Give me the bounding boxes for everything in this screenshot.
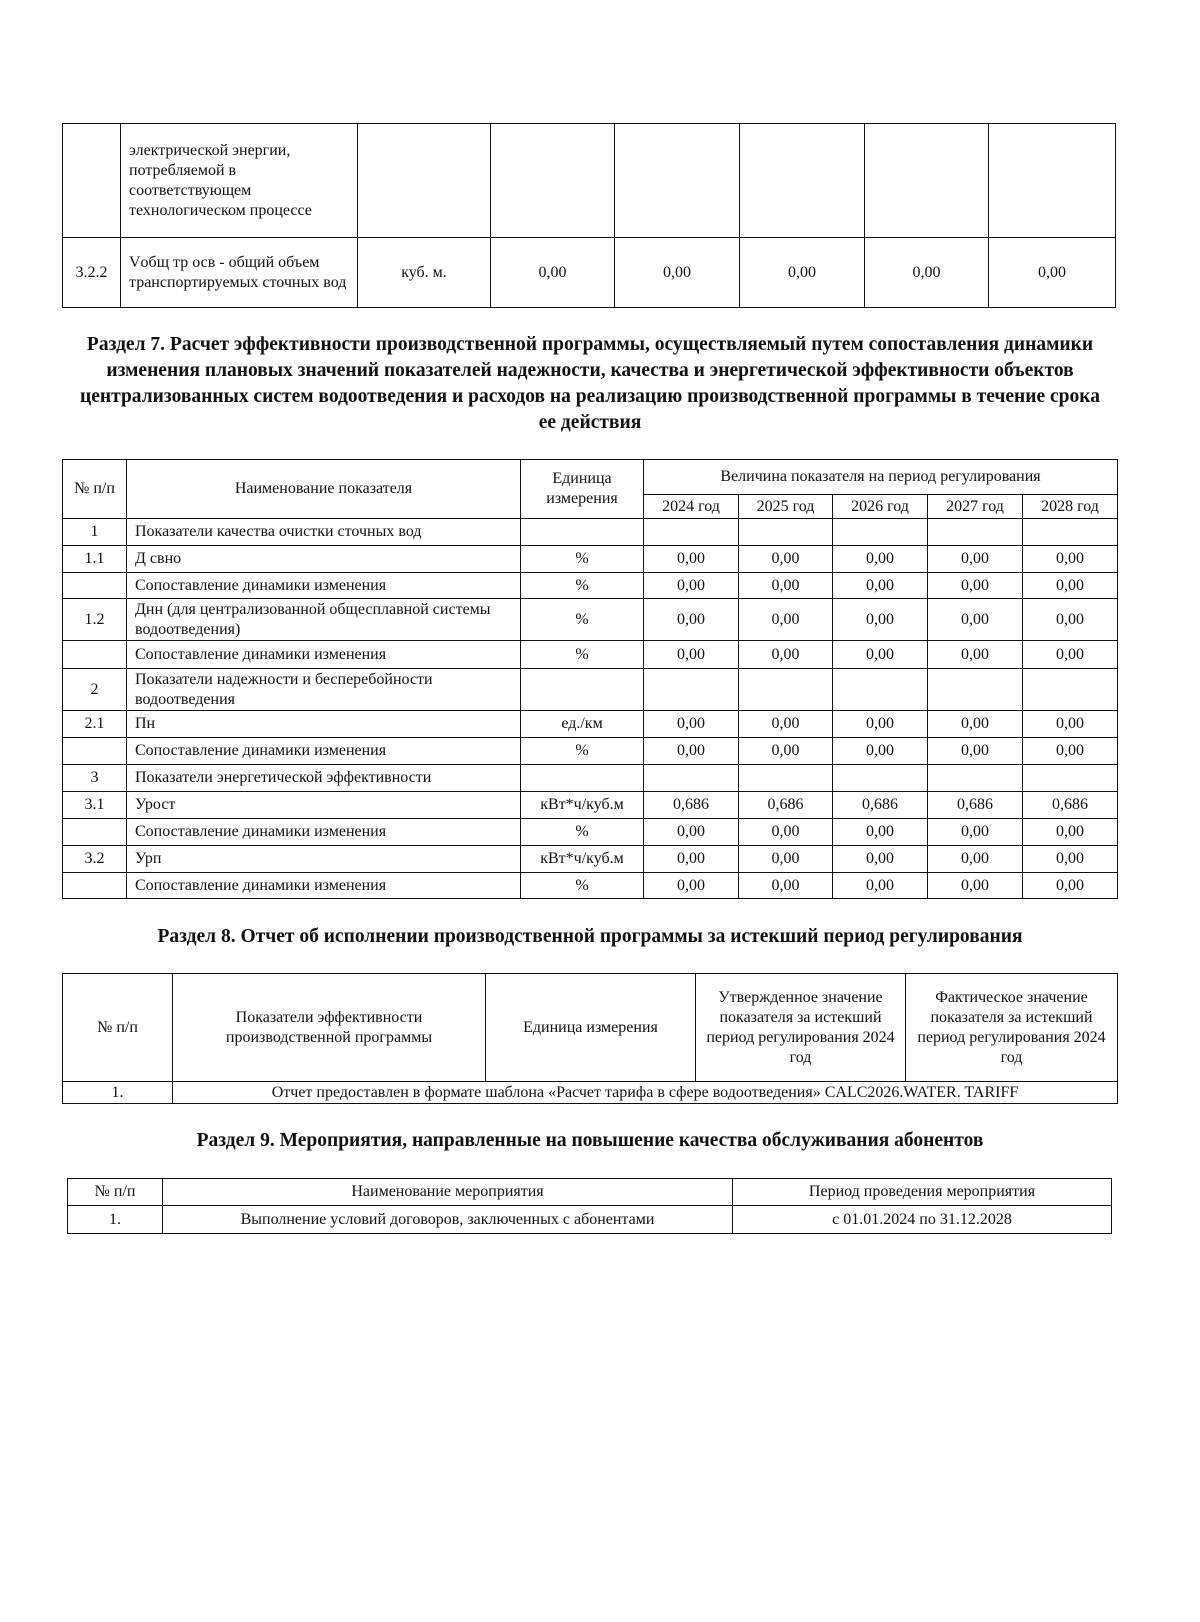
row-value: 0,00 <box>644 641 739 669</box>
row-value <box>644 519 739 546</box>
row-value: 0,00 <box>833 819 928 846</box>
row-num <box>63 641 127 669</box>
row-name: Показатели надежности и бесперебойности водоотведения <box>127 669 521 711</box>
row-period: с 01.01.2024 по 31.12.2028 <box>733 1206 1112 1234</box>
row-name: Показатели качества очистки сточных вод <box>127 519 521 546</box>
section7-table <box>62 459 1118 899</box>
row-value: 0,00 <box>928 599 1023 641</box>
row-value: 0,00 <box>615 238 740 308</box>
row-value: 0,00 <box>928 546 1023 573</box>
row-name: Сопоставление динамики изменения <box>127 738 521 765</box>
table-row <box>63 819 1118 846</box>
row-value: 0,00 <box>644 873 739 899</box>
row-text: Отчет предоставлен в формате шаблона «Расчет тарифа в сфере водоотведения» CALC2026.WATER. TARIFF <box>173 1082 1118 1104</box>
row-value: 0,00 <box>1023 573 1118 599</box>
row-num <box>63 573 127 599</box>
row-value: 0,686 <box>928 792 1023 819</box>
row-num: 1. <box>68 1206 163 1234</box>
row-num <box>63 819 127 846</box>
row-value <box>491 124 615 238</box>
section9-table <box>67 1178 1112 1234</box>
row-value <box>989 124 1116 238</box>
col-header: Единица измерения <box>486 974 696 1082</box>
table-row <box>63 846 1118 873</box>
row-unit: % <box>521 546 644 573</box>
row-value: 0,00 <box>833 546 928 573</box>
row-value: 0,00 <box>644 738 739 765</box>
row-value: 0,00 <box>833 738 928 765</box>
row-num: 1. <box>63 1082 173 1104</box>
row-unit: % <box>521 819 644 846</box>
row-value: 0,00 <box>644 711 739 738</box>
row-value: 0,00 <box>989 238 1116 308</box>
row-unit <box>521 765 644 792</box>
row-value: 0,00 <box>739 873 833 899</box>
col-year: 2025 год <box>739 495 833 519</box>
row-name: Пн <box>127 711 521 738</box>
row-value: 0,00 <box>1023 641 1118 669</box>
col-year: 2028 год <box>1023 495 1118 519</box>
row-value <box>644 669 739 711</box>
section9-title: Раздел 9. Мероприятия, направленные на повышение качества обслуживания абонентов <box>196 1130 984 1151</box>
row-value <box>1023 669 1118 711</box>
row-value <box>928 765 1023 792</box>
row-value <box>740 124 865 238</box>
row-value: 0,00 <box>644 819 739 846</box>
row-num: 1.2 <box>63 599 127 641</box>
col-header: Фактическое значение показателя за истекший период регулирования 2024 год <box>906 974 1118 1082</box>
row-value: 0,00 <box>928 711 1023 738</box>
col-period: Величина показателя на период регулирования <box>644 460 1118 495</box>
table-row <box>63 1082 1118 1104</box>
row-value: 0,00 <box>865 238 989 308</box>
col-year: 2026 год <box>833 495 928 519</box>
col-header: Период проведения мероприятия <box>733 1179 1112 1206</box>
table-row <box>63 641 1118 669</box>
col-num: № п/п <box>63 460 127 519</box>
row-name: электрической энергии, потребляемой в соответствующем технологическом процессе <box>121 124 358 238</box>
row-name: Урп <box>127 846 521 873</box>
row-name: Урост <box>127 792 521 819</box>
row-value: 0,00 <box>739 546 833 573</box>
row-num <box>63 873 127 899</box>
table-row <box>63 711 1118 738</box>
table-row <box>68 1206 1112 1234</box>
row-value: 0,00 <box>739 573 833 599</box>
row-name: Сопоставление динамики изменения <box>127 573 521 599</box>
table-row <box>63 546 1118 573</box>
row-unit <box>358 124 491 238</box>
row-value: 0,00 <box>928 738 1023 765</box>
row-value <box>1023 519 1118 546</box>
row-unit <box>521 669 644 711</box>
col-header: Показатели эффективности производственной программы <box>173 974 486 1082</box>
row-value: 0,00 <box>739 599 833 641</box>
row-unit: ед./км <box>521 711 644 738</box>
row-value: 0,00 <box>833 711 928 738</box>
row-num <box>63 738 127 765</box>
row-value: 0,00 <box>739 738 833 765</box>
row-value <box>739 519 833 546</box>
table-row <box>63 124 1116 238</box>
row-value: 0,00 <box>928 873 1023 899</box>
section8-table <box>62 973 1118 1104</box>
row-unit: % <box>521 573 644 599</box>
row-value: 0,00 <box>833 641 928 669</box>
row-name: Сопоставление динамики изменения <box>127 641 521 669</box>
row-value: 0,00 <box>739 641 833 669</box>
table-row <box>63 573 1118 599</box>
row-value: 0,00 <box>644 546 739 573</box>
section8-title: Раздел 8. Отчет об исполнении производственной программы за истекший период регулирования <box>157 926 1023 947</box>
row-value <box>739 765 833 792</box>
row-value: 0,686 <box>644 792 739 819</box>
row-value: 0,00 <box>740 238 865 308</box>
row-name: Показатели энергетической эффективности <box>127 765 521 792</box>
row-value: 0,00 <box>833 573 928 599</box>
col-header: № п/п <box>63 974 173 1082</box>
row-value: 0,00 <box>1023 711 1118 738</box>
row-num: 3.2 <box>63 846 127 873</box>
row-value: 0,00 <box>739 819 833 846</box>
table-row <box>63 738 1118 765</box>
row-unit: куб. м. <box>358 238 491 308</box>
row-num <box>63 124 121 238</box>
row-value <box>928 519 1023 546</box>
row-num: 2.1 <box>63 711 127 738</box>
row-unit: % <box>521 599 644 641</box>
row-num: 1 <box>63 519 127 546</box>
row-value: 0,686 <box>739 792 833 819</box>
col-header: Наименование мероприятия <box>163 1179 733 1206</box>
row-value <box>833 669 928 711</box>
row-name: Сопоставление динамики изменения <box>127 819 521 846</box>
row-value: 0,00 <box>1023 846 1118 873</box>
row-value <box>928 669 1023 711</box>
row-value <box>1023 765 1118 792</box>
col-year: 2027 год <box>928 495 1023 519</box>
row-value: 0,00 <box>644 846 739 873</box>
row-name: Сопоставление динамики изменения <box>127 873 521 899</box>
row-name: Выполнение условий договоров, заключенных с абонентами <box>163 1206 733 1234</box>
row-value <box>833 519 928 546</box>
table-row <box>63 238 1116 308</box>
col-header: № п/п <box>68 1179 163 1206</box>
col-name: Наименование показателя <box>127 460 521 519</box>
table-row <box>63 792 1118 819</box>
col-year: 2024 год <box>644 495 739 519</box>
row-value: 0,00 <box>928 846 1023 873</box>
row-num: 3 <box>63 765 127 792</box>
table-row <box>63 669 1118 711</box>
row-name: Д свно <box>127 546 521 573</box>
row-unit: кВт*ч/куб.м <box>521 846 644 873</box>
row-value: 0,00 <box>739 711 833 738</box>
row-value <box>615 124 740 238</box>
row-value: 0,00 <box>928 641 1023 669</box>
row-value <box>739 669 833 711</box>
row-name: Vобщ тр осв - общий объем транспортируемых сточных вод <box>121 238 358 308</box>
row-value: 0,00 <box>1023 546 1118 573</box>
row-value: 0,00 <box>491 238 615 308</box>
row-value: 0,00 <box>1023 819 1118 846</box>
row-value: 0,00 <box>928 819 1023 846</box>
row-value <box>833 765 928 792</box>
row-value: 0,00 <box>644 573 739 599</box>
row-value: 0,00 <box>739 846 833 873</box>
row-value: 0,00 <box>833 873 928 899</box>
row-num: 3.1 <box>63 792 127 819</box>
row-unit: кВт*ч/куб.м <box>521 792 644 819</box>
row-num: 2 <box>63 669 127 711</box>
col-unit: Единица измерения <box>521 460 644 519</box>
table-row <box>63 519 1118 546</box>
row-value <box>644 765 739 792</box>
row-num: 3.2.2 <box>63 238 121 308</box>
table-top-continuation <box>62 123 1116 308</box>
row-value: 0,00 <box>1023 873 1118 899</box>
row-name: Днн (для централизованной общесплавной системы водоотведения) <box>127 599 521 641</box>
row-unit: % <box>521 641 644 669</box>
row-value: 0,00 <box>833 599 928 641</box>
table-row <box>63 765 1118 792</box>
table-row <box>63 873 1118 899</box>
table-row <box>63 599 1118 641</box>
row-value: 0,00 <box>928 573 1023 599</box>
row-value: 0,00 <box>1023 599 1118 641</box>
row-value: 0,00 <box>833 846 928 873</box>
row-value: 0,686 <box>833 792 928 819</box>
row-unit: % <box>521 738 644 765</box>
row-unit <box>521 519 644 546</box>
row-value <box>865 124 989 238</box>
row-value: 0,00 <box>1023 738 1118 765</box>
col-header: Утвержденное значение показателя за истекший период регулирования 2024 год <box>696 974 906 1082</box>
section7-title: Раздел 7. Расчет эффективности производственной программы, осуществляемый путем сопоставления динамики изменения плановых значений показателей надежности, качества и энергетической эффективности объектов централизованных систем водоотведения и расходов на реализацию производственной программы в течение срока ее действия <box>80 334 1100 433</box>
row-unit: % <box>521 873 644 899</box>
row-value: 0,00 <box>644 599 739 641</box>
row-num: 1.1 <box>63 546 127 573</box>
row-value: 0,686 <box>1023 792 1118 819</box>
